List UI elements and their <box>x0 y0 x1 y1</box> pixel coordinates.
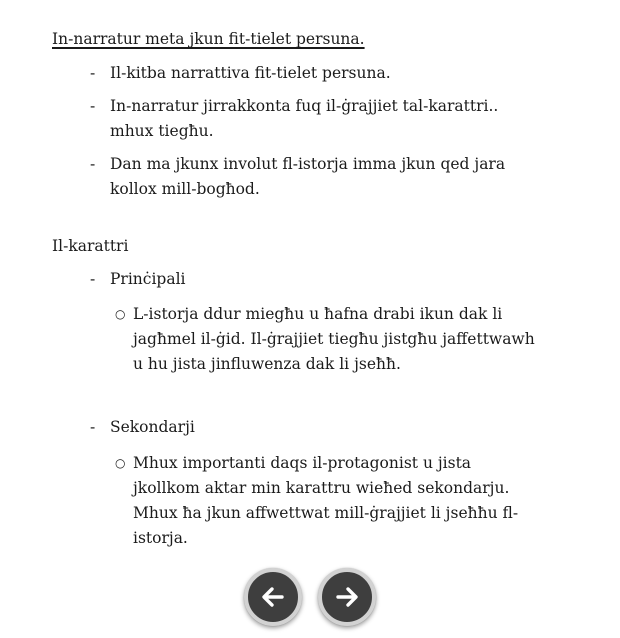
list-item-text <box>110 267 186 292</box>
text-line: In-narratur jirrakkonta fuq il-ġrajjiet tal-karattri.. <box>110 97 499 115</box>
dash-bullet-marker: - <box>90 418 96 436</box>
dash-bullet-marker: - <box>90 270 96 288</box>
text-line: istorja. <box>133 529 188 547</box>
text-line: u hu jista jinfluwenza dak li jseħħ. <box>133 355 401 373</box>
text-line: Dan ma jkunx involut fl-istorja imma jkun qed jara <box>110 155 506 173</box>
previous-button[interactable] <box>244 568 302 626</box>
list-item-text <box>110 152 505 202</box>
dash-bullet-marker: - <box>90 97 96 115</box>
text-line: Prinċipali <box>110 270 186 288</box>
list-item <box>90 152 600 202</box>
dash-bullet-marker: - <box>90 155 96 173</box>
text-line: Il-kitba narrattiva fit-tielet persuna. <box>110 64 391 82</box>
text-line: kollox mill-bogħod. <box>110 180 260 198</box>
text-line: L-istorja ddur miegħu u ħafna drabi ikun dak li <box>133 305 503 323</box>
text-line: Mhux ħa jkun affwettwat mill-ġrajjiet li jseħħu fl- <box>133 504 519 522</box>
list-item <box>115 302 600 377</box>
notes-content <box>52 27 600 551</box>
text-line: mhux tiegħu. <box>110 122 214 140</box>
text-line: jagħmel il-ġid. Il-ġrajjiet tiegħu jistgħu jaffettwawh <box>133 330 535 348</box>
text-line: Sekondarji <box>110 418 195 436</box>
list-item-text <box>110 94 498 144</box>
circle-bullet-marker: ○ <box>115 307 126 321</box>
list-item <box>90 415 600 440</box>
list-item <box>115 451 600 551</box>
list-item-text <box>133 451 518 551</box>
list-item <box>90 94 600 144</box>
list-item-text <box>110 61 391 86</box>
circle-bullet-marker: ○ <box>115 456 126 470</box>
page-title: In-narratur meta jkun fit-tielet persuna. <box>52 30 365 48</box>
text-line: Mhux importanti daqs il-protagonist u jista <box>133 454 472 472</box>
section-heading: Il-karattri <box>52 237 129 255</box>
arrow-left-icon <box>258 582 288 612</box>
list-item-text <box>133 302 535 377</box>
text-line: jkollkom aktar min karattru wieħed sekondarju. <box>133 479 510 497</box>
next-button[interactable] <box>318 568 376 626</box>
navigation-bar <box>0 568 620 626</box>
arrow-right-icon <box>332 582 362 612</box>
list-item <box>90 61 600 86</box>
list-item <box>90 267 600 292</box>
dash-bullet-marker: - <box>90 64 96 82</box>
list-item-text <box>110 415 195 440</box>
